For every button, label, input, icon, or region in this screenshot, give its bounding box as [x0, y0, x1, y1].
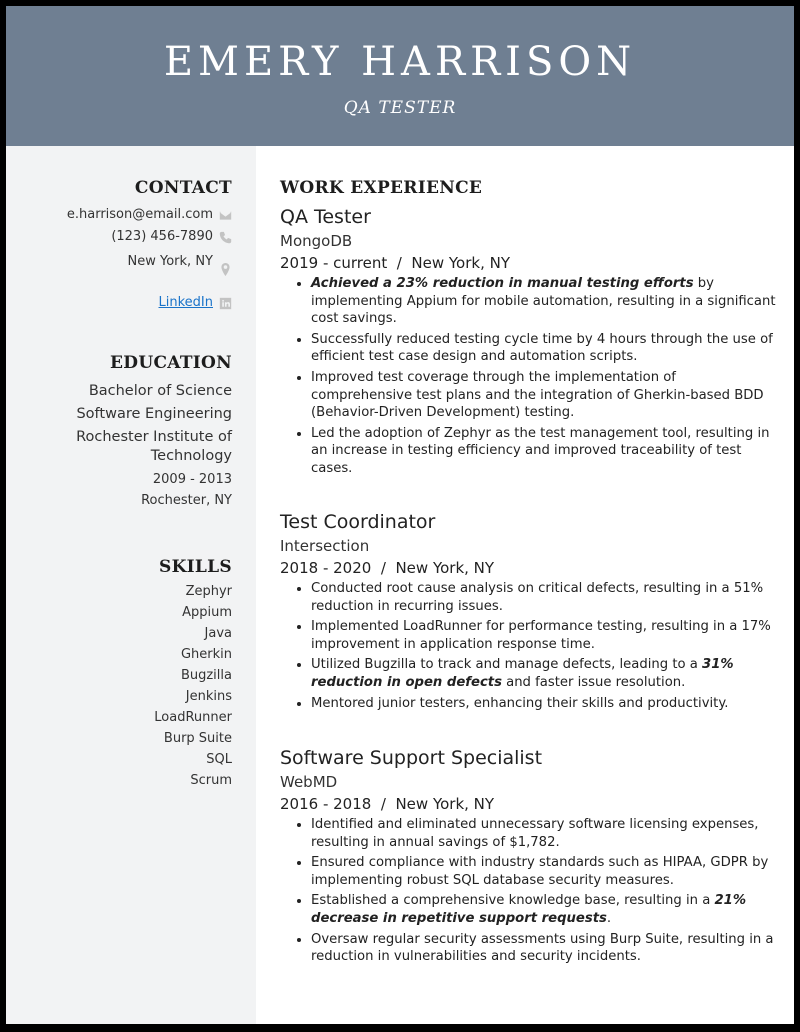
job-bullet — [311, 931, 780, 966]
job-company: Intersection — [280, 537, 370, 555]
job-bullet — [311, 854, 780, 889]
bullet-text: Led the adoption of Zephyr as the test management tool, resulting in an increase in testing efficiency and improved traceability of test cases. — [311, 425, 770, 476]
envelope-icon — [218, 208, 232, 222]
skill-item: Burp Suite — [163, 731, 232, 746]
skills-section — [154, 557, 232, 791]
bullet-text: Conducted root cause analysis on critical defects, resulting in a 51% reduction in recurring issues. — [311, 581, 764, 614]
job-bullet — [311, 618, 780, 653]
skill-item: Java — [204, 626, 232, 641]
bullet-text: Implemented LoadRunner for performance testing, resulting in a 17% improvement in application response time. — [311, 619, 771, 652]
job-dates: 2019 - current — [280, 254, 388, 272]
skill-item: Appium — [182, 605, 232, 620]
bullet-highlight: Achieved a 23% reduction in manual testing efforts — [311, 276, 694, 291]
job-bullet — [311, 656, 780, 691]
education-section — [76, 353, 232, 511]
phone-icon — [218, 230, 232, 244]
bullet-text: Improved test coverage through the implementation of comprehensive test plans and the integration of Gherkin-based BDD (Behavior-Driven Development) testing. — [311, 369, 764, 421]
bullet-text: Oversaw regular security assessments using Burp Suite, resulting in a reduction in vulnerabilities and security incidents. — [311, 931, 774, 965]
job-bullet — [311, 580, 780, 615]
job-title: QA Tester — [280, 206, 371, 228]
bullet-text: by implementing Appium for mobile automation, resulting in a significant cost savings. — [311, 276, 776, 327]
map-pin-icon — [218, 262, 232, 276]
linkedin-link[interactable]: LinkedIn — [158, 295, 213, 310]
sidebar — [6, 146, 256, 1024]
job-dates-location — [280, 252, 780, 274]
job-entry — [280, 745, 780, 969]
job-bullets — [280, 275, 780, 478]
education-years: 2009 - 2013 — [152, 472, 232, 487]
job-company: MongoDB — [280, 232, 353, 250]
bullet-text-after: and faster issue resolution. — [501, 674, 686, 690]
bullet-text: Identified and eliminated unnecessary software licensing expenses, resulting in annual savings of $1,782. — [311, 817, 759, 850]
job-bullet — [311, 695, 780, 713]
skill-item: Jenkins — [185, 689, 232, 704]
job-entry — [280, 204, 780, 481]
education-major: Software Engineering — [76, 406, 232, 422]
education-school-line2: Technology — [150, 448, 232, 464]
job-entry — [280, 509, 780, 715]
skill-item: Zephyr — [185, 584, 232, 599]
job-location: New York, NY — [395, 559, 495, 577]
bullet-text-after: . — [606, 910, 612, 926]
skill-item: Gherkin — [180, 647, 232, 662]
job-bullet — [311, 369, 780, 422]
job-bullet — [311, 331, 780, 366]
bullet-text: Utilized Bugzilla to track and manage defects, leading to a — [311, 657, 703, 673]
job-bullet — [311, 816, 780, 851]
candidate-name: EMERY HARRISON — [163, 39, 637, 85]
bullet-highlight: 31% reduction in open defects — [311, 657, 734, 690]
resume-header — [6, 6, 794, 146]
contact-linkedin — [67, 292, 232, 314]
linkedin-icon — [218, 296, 232, 310]
location-text: New York, NY — [127, 254, 213, 269]
job-separator: / — [396, 254, 402, 272]
bullet-text: Mentored junior testers, enhancing their skills and productivity. — [311, 695, 729, 711]
candidate-title: QA TESTER — [343, 98, 457, 118]
contact-section — [67, 178, 232, 314]
education-location: Rochester, NY — [141, 493, 232, 508]
work-experience-heading: WORK EXPERIENCE — [280, 178, 483, 198]
resume-page — [6, 6, 794, 1024]
job-dates-location — [280, 793, 780, 815]
bullet-text: Ensured compliance with industry standards such as HIPAA, GDPR by implementing robust SQL database security measures. — [311, 855, 769, 888]
contact-email — [67, 204, 232, 226]
job-company: WebMD — [280, 773, 338, 791]
skills-list — [154, 581, 232, 791]
job-separator: / — [380, 795, 386, 813]
bullet-text: Established a comprehensive knowledge base, resulting in a — [311, 893, 715, 909]
contact-phone — [67, 226, 232, 248]
job-dates: 2018 - 2020 — [280, 559, 372, 577]
education-school-line1: Rochester Institute of — [76, 429, 232, 445]
job-bullets — [280, 580, 780, 712]
phone-text: (123) 456-7890 — [111, 229, 213, 244]
job-bullet — [311, 892, 780, 927]
job-dates: 2016 - 2018 — [280, 795, 372, 813]
job-location: New York, NY — [395, 795, 495, 813]
job-location: New York, NY — [411, 254, 510, 272]
education-degree: Bachelor of Science — [88, 383, 232, 399]
job-title: Test Coordinator — [280, 511, 436, 533]
contact-location — [67, 248, 232, 276]
bullet-text: Successfully reduced testing cycle time by 4 hours through the use of efficient test case design and automation scripts. — [311, 331, 773, 365]
skill-item: LoadRunner — [154, 710, 232, 725]
job-bullet — [311, 425, 780, 478]
email-text: e.harrison@email.com — [66, 207, 213, 222]
skill-item: Bugzilla — [180, 668, 232, 683]
job-bullets — [280, 816, 780, 966]
bullet-highlight: 21% decrease in repetitive support requests — [311, 893, 747, 926]
job-dates-location — [280, 557, 780, 579]
job-bullet — [311, 275, 780, 328]
contact-heading: CONTACT — [134, 178, 232, 198]
education-heading: EDUCATION — [110, 353, 232, 373]
job-title: Software Support Specialist — [280, 747, 543, 769]
job-separator: / — [380, 559, 386, 577]
skill-item: SQL — [206, 752, 232, 767]
skill-item: Scrum — [190, 773, 232, 788]
skills-heading: SKILLS — [159, 557, 232, 577]
